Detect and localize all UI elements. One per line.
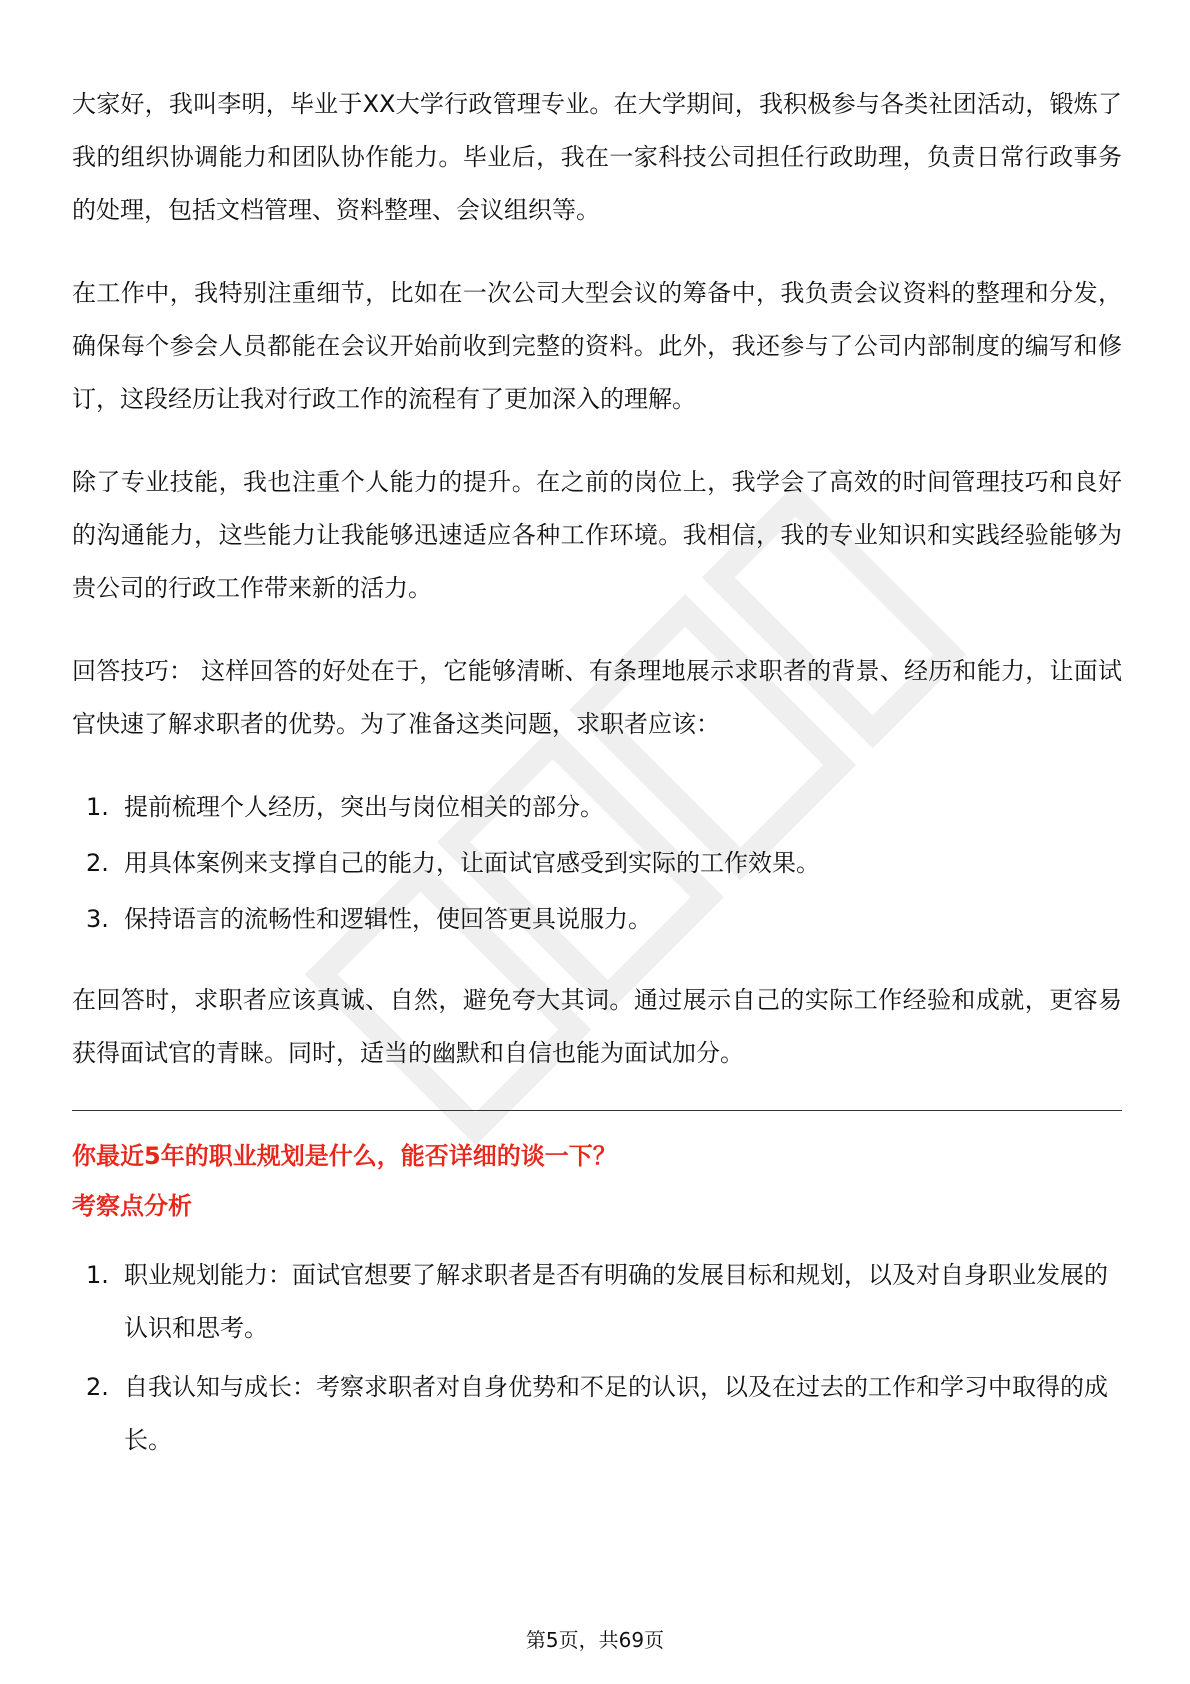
- analysis-points-list: [72, 1249, 1122, 1467]
- list-item: [72, 781, 1122, 834]
- list-item: [72, 1249, 1122, 1355]
- section-divider: [72, 1110, 1122, 1111]
- list-item-text: 职业规划能力：面试官想要了解求职者是否有明确的发展目标和规划，以及对自身职业发展的认识和思考。: [124, 1261, 1108, 1342]
- list-item: [72, 1361, 1122, 1467]
- skills-paragraph: 除了专业技能，我也注重个人能力的提升。在之前的岗位上，我学会了高效的时间管理技巧和良好的沟通能力，这些能力让我能够迅速适应各种工作环境。我相信，我的专业知识和实践经验能够为贵公司的行政工作带来新的活力。: [72, 468, 1122, 602]
- list-item-text: 用具体案例来支撑自己的能力，让面试官感受到实际的工作效果。: [124, 849, 820, 877]
- list-number: 2.: [86, 849, 109, 877]
- document-page: [72, 78, 1122, 1495]
- list-number: 1.: [86, 1261, 109, 1289]
- tips-list: [72, 781, 1122, 946]
- list-item-text: 保持语言的流畅性和逻辑性，使回答更具说服力。: [124, 905, 652, 933]
- intro-paragraph: 大家好，我叫李明，毕业于XX大学行政管理专业。在大学期间，我积极参与各类社团活动，锻炼了我的组织协调能力和团队协作能力。毕业后，我在一家科技公司担任行政助理，负责日常行政事务的处理，包括文档管理、资料整理、会议组织等。: [72, 90, 1122, 224]
- closing-paragraph: 在回答时，求职者应该真诚、自然，避免夸大其词。通过展示自己的实际工作经验和成就，更容易获得面试官的青睐。同时，适当的幽默和自信也能为面试加分。: [72, 986, 1122, 1067]
- list-item: [72, 837, 1122, 890]
- list-number: 1.: [86, 793, 109, 821]
- list-number: 3.: [86, 905, 109, 933]
- question-title: 你最近5年的职业规划是什么，能否详细的谈一下？: [72, 1142, 617, 1170]
- list-item: [72, 893, 1122, 946]
- work-detail-paragraph: 在工作中，我特别注重细节，比如在一次公司大型会议的筹备中，我负责会议资料的整理和分发，确保每个参会人员都能在会议开始前收到完整的资料。此外，我还参与了公司内部制度的编写和修订，这段经历让我对行政工作的流程有了更加深入的理解。: [72, 279, 1122, 413]
- answer-tips-paragraph: 回答技巧： 这样回答的好处在于，它能够清晰、有条理地展示求职者的背景、经历和能力，让面试官快速了解求职者的优势。为了准备这类问题，求职者应该：: [72, 657, 1122, 738]
- list-item-text: 提前梳理个人经历，突出与岗位相关的部分。: [124, 793, 604, 821]
- list-number: 2.: [86, 1373, 109, 1401]
- page-footer: 第5页，共69页: [525, 1628, 665, 1652]
- analysis-heading: 考察点分析: [72, 1192, 192, 1220]
- list-item-text: 自我认知与成长：考察求职者对自身优势和不足的认识，以及在过去的工作和学习中取得的成长。: [124, 1373, 1108, 1454]
